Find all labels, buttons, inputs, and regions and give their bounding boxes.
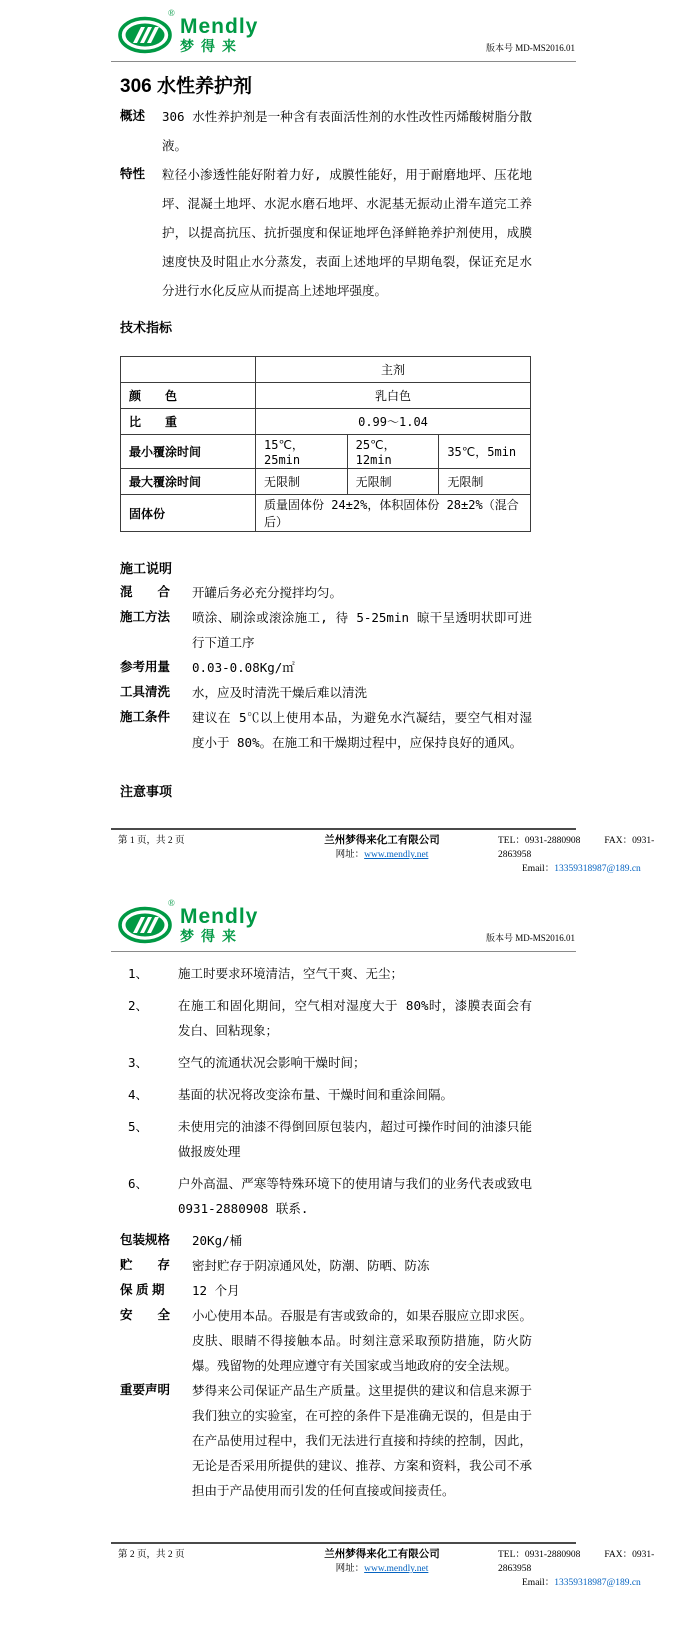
info-label: 保 质 期 xyxy=(120,1283,165,1297)
spec-row-solids xyxy=(121,495,531,532)
header-rule xyxy=(111,61,576,62)
info-item-storage xyxy=(120,1253,532,1278)
construction-label: 施工条件 xyxy=(120,710,171,724)
construction-heading: 施工说明 xyxy=(120,561,173,576)
header-rule xyxy=(111,951,576,952)
info-item-safety xyxy=(120,1303,532,1378)
construction-text: 喷涂、刷涂或滚涂施工, 待 5-25min 晾干呈透明状即可进行下道工序 xyxy=(192,610,532,650)
email-line xyxy=(522,1576,673,1590)
email-link[interactable]: 13359318987@189.cn xyxy=(554,1578,641,1588)
page-header xyxy=(0,0,687,61)
page-header xyxy=(0,890,687,951)
max-recoat-v2: 无限制 xyxy=(347,469,439,495)
note-number: 5、 xyxy=(128,1119,149,1134)
fax-label: FAX：0931-2863958 xyxy=(498,836,655,860)
note-number: 3、 xyxy=(128,1055,149,1070)
construction-item-conditions xyxy=(120,705,532,755)
page-number: 第 2 页，共 2 页 xyxy=(118,1550,185,1560)
info-text: 20Kg/桶 xyxy=(192,1233,243,1248)
note-text: 施工时要求环境清洁，空气干爽、无尘； xyxy=(178,966,404,981)
website-link[interactable]: www.mendly.net xyxy=(364,1564,429,1574)
construction-item-dosage xyxy=(120,655,532,680)
solids-label: 固体份 xyxy=(121,495,256,532)
overview-text: 306 水性养护剂是一种含有表面活性剂的水性改性丙烯酸树脂分散液。 xyxy=(162,109,532,153)
info-text: 梦得来公司保证产品生产质量。这里提供的建议和信息来源于我们独立的实验室，在可控的条件下是准确无误的，但是由于在产品使用过程中，我们无法进行直接和持续的控制，因此，无论是否采用所提供的建议、推荐、方案和资料，我公司不承担由于产品使用而引发的任何直接或间接责任。 xyxy=(192,1383,532,1498)
brand-logo xyxy=(118,898,259,946)
footer-company-block xyxy=(266,1548,498,1590)
info-text: 密封贮存于阴凉通风处，防潮、防晒、防冻 xyxy=(192,1258,430,1273)
overview-row xyxy=(120,102,532,160)
construction-text: 建议在 5℃以上使用本品，为避免水汽凝结，要空气相对湿度小于 80%。在施工和干燥期过程中，应保持良好的通风。 xyxy=(192,710,532,750)
brand-name: Mendly xyxy=(180,904,259,928)
construction-item-mixing xyxy=(120,580,532,605)
spec-row-gravity xyxy=(121,409,531,435)
email-label: Email： xyxy=(522,864,555,874)
version-label: 版本号 MD-MS2016.01 xyxy=(485,43,575,53)
brand-logo xyxy=(118,8,259,56)
info-text: 小心使用本品。吞服是有害或致命的，如果吞服应立即求医。皮肤、眼睛不得接触本品。时刻注意采取预防措施，防火防爆。残留物的处理应遵守有关国家或当地政府的安全法规。 xyxy=(192,1308,532,1373)
construction-label: 施工方法 xyxy=(120,610,171,624)
note-text: 空气的流通状况会影响干燥时间； xyxy=(178,1055,366,1070)
footer-contact-block xyxy=(498,1548,673,1590)
info-text: 12 个月 xyxy=(192,1283,240,1298)
info-item-shelf-life xyxy=(120,1278,532,1303)
brand-text xyxy=(180,16,258,53)
product-title: 306 水性养护剂 xyxy=(120,76,252,97)
features-text: 粒径小渗透性能好附着力好, 成膜性能好，用于耐磨地坪、压花地坪、混凝土地坪、水泥水磨石地坪、水泥基无振动止滑车道完工养护，以提高抗压、抗折强度和保证地坪色泽鲜艳养护剂使用，成膜速度快及时阻止水分蒸发，表面上述地坪的早期龟裂，保证充足水分进行水化反应从而提高上述地坪强度。 xyxy=(162,167,532,298)
website-line xyxy=(266,848,498,862)
tel-fax-line xyxy=(498,834,673,862)
page-2-footer-wrap xyxy=(0,1542,687,1638)
color-label: 颜 色 xyxy=(121,383,256,409)
registered-mark-icon: ® xyxy=(168,8,175,18)
note-item xyxy=(120,993,532,1043)
email-label: Email： xyxy=(522,1578,555,1588)
info-label: 贮 存 xyxy=(120,1258,171,1272)
fax-label: FAX：0931-2863958 xyxy=(498,1550,655,1574)
spec-row-header xyxy=(121,357,531,383)
construction-label: 工具清洗 xyxy=(120,685,171,699)
overview-label: 概述 xyxy=(120,109,146,123)
max-recoat-v3: 无限制 xyxy=(439,469,531,495)
mendly-logo-icon xyxy=(118,902,174,946)
notes-heading: 注意事项 xyxy=(120,784,173,799)
spec-row-min-recoat xyxy=(121,435,531,469)
note-number: 4、 xyxy=(128,1087,149,1102)
email-link[interactable]: 13359318987@189.cn xyxy=(554,864,641,874)
brand-name-cn: 梦得来 xyxy=(180,927,243,944)
max-recoat-v1: 无限制 xyxy=(256,469,348,495)
spec-table xyxy=(120,356,531,532)
construction-label: 混 合 xyxy=(120,585,171,599)
min-recoat-25c: 25℃，12min xyxy=(347,435,439,469)
company-name: 兰州梦得来化工有限公司 xyxy=(324,1549,440,1560)
tel-fax-line xyxy=(498,1548,673,1576)
min-recoat-35c: 35℃，5min xyxy=(439,435,531,469)
construction-item-cleaning xyxy=(120,680,532,705)
construction-item-method xyxy=(120,605,532,655)
company-name: 兰州梦得来化工有限公司 xyxy=(324,835,440,846)
note-text: 户外高温、严寒等特殊环境下的使用请与我们的业务代表或致电 0931-2880908 联系. xyxy=(178,1176,532,1216)
note-number: 1、 xyxy=(128,966,149,981)
note-text: 基面的状况将改变涂布量、干燥时间和重涂间隔。 xyxy=(178,1087,454,1102)
tel-label: TEL：0931-2880908 xyxy=(498,836,581,846)
website-label: 网址： xyxy=(335,1564,365,1574)
brand-name: Mendly xyxy=(180,14,259,38)
note-item xyxy=(120,1171,532,1221)
note-item xyxy=(120,1082,532,1107)
info-label: 包装规格 xyxy=(120,1233,171,1247)
mendly-logo-icon xyxy=(118,12,174,56)
footer-company-block xyxy=(266,834,498,876)
features-label: 特性 xyxy=(120,167,146,181)
construction-text: 开罐后务必充分搅拌均匀。 xyxy=(192,585,343,600)
gravity-label: 比 重 xyxy=(121,409,256,435)
spec-header-empty-cell xyxy=(121,357,256,383)
notes-list xyxy=(0,961,687,1228)
page-2 xyxy=(0,876,687,1638)
note-item xyxy=(120,961,532,986)
spec-header-main-cell: 主剂 xyxy=(256,357,531,383)
note-number: 2、 xyxy=(128,998,149,1013)
info-item-disclaimer xyxy=(120,1378,532,1503)
version-label: 版本号 MD-MS2016.01 xyxy=(485,933,575,943)
website-link[interactable]: www.mendly.net xyxy=(364,850,429,860)
tech-spec-heading: 技术指标 xyxy=(120,320,173,335)
construction-text: 0.03-0.08Kg/㎡ xyxy=(192,660,295,675)
spec-row-color xyxy=(121,383,531,409)
page-footer-2 xyxy=(0,1544,687,1590)
info-item-packaging xyxy=(120,1228,532,1253)
construction-text: 水，应及时清洗干燥后难以清洗 xyxy=(192,685,368,700)
color-value: 乳白色 xyxy=(256,383,531,409)
solids-value: 质量固体份 24±2%，体积固体份 28±2%（混合后） xyxy=(256,495,531,532)
gravity-value: 0.99～1.04 xyxy=(256,409,531,435)
note-text: 在施工和固化期间，空气相对湿度大于 80%时，漆膜表面会有发白、回粘现象； xyxy=(178,998,532,1038)
note-text: 未使用完的油漆不得倒回原包装内，超过可操作时间的油漆只能做报废处理 xyxy=(178,1119,532,1159)
note-number: 6、 xyxy=(128,1176,149,1191)
features-row xyxy=(120,160,532,305)
brand-text xyxy=(180,906,258,943)
email-line xyxy=(522,862,673,876)
tel-label: TEL：0931-2880908 xyxy=(498,1550,581,1560)
spec-row-max-recoat xyxy=(121,469,531,495)
footer-contact-block xyxy=(498,834,673,876)
info-label: 安 全 xyxy=(120,1308,171,1322)
website-line xyxy=(266,1562,498,1576)
page-number: 第 1 页，共 2 页 xyxy=(118,836,185,846)
note-item xyxy=(120,1050,532,1075)
min-recoat-label: 最小覆涂时间 xyxy=(121,435,256,469)
info-label: 重要声明 xyxy=(120,1383,171,1397)
registered-mark-icon: ® xyxy=(168,898,175,908)
brand-name-cn: 梦得来 xyxy=(180,37,243,54)
website-label: 网址： xyxy=(335,850,365,860)
page-footer-1 xyxy=(0,830,687,876)
note-item xyxy=(120,1114,532,1164)
max-recoat-label: 最大覆涂时间 xyxy=(121,469,256,495)
construction-label: 参考用量 xyxy=(120,660,171,674)
min-recoat-15c: 15℃，25min xyxy=(256,435,348,469)
